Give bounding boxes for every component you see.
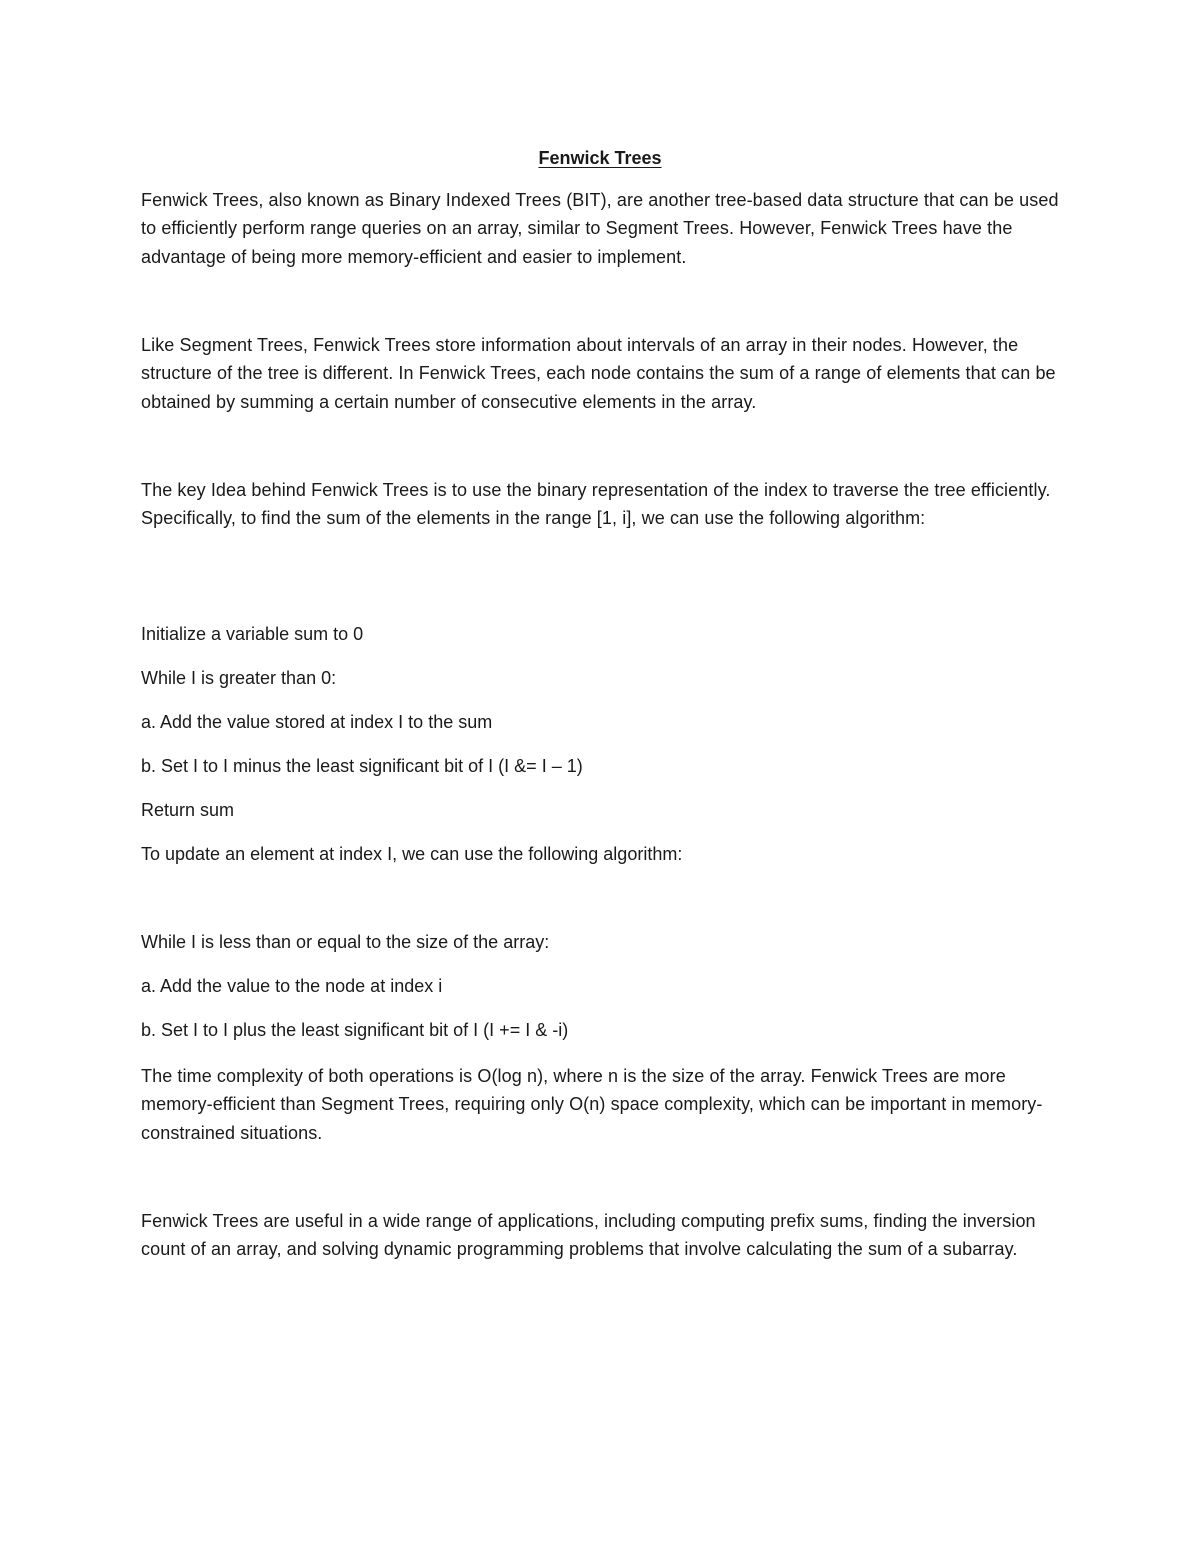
complexity-paragraph: The time complexity of both operations is O(log n), where n is the size of the array. Fenwick Trees are more memory-efficient than Segment Trees, requiring only O(n) space complexity, which can be important in memory-constrained situations. xyxy=(141,1066,1043,1143)
structure-paragraph: Like Segment Trees, Fenwick Trees store information about intervals of an array in their nodes. However, the structure of the tree is different. In Fenwick Trees, each node contains the sum of a range of elements that can be obtained by summing a certain number of consecutive elements in the array. xyxy=(141,335,1056,412)
query-step: Initialize a variable sum to 0 xyxy=(141,624,364,644)
update-intro: To update an element at index I, we can use the following algorithm: xyxy=(141,844,683,864)
query-step: Return sum xyxy=(141,800,235,820)
applications-paragraph: Fenwick Trees are useful in a wide range of applications, including computing prefix sums, finding the inversion count of an array, and solving dynamic programming problems that involve calculating the sum of a subarray. xyxy=(141,1211,1036,1260)
update-step: While I is less than or equal to the size of the array: xyxy=(141,932,550,952)
query-step: b. Set I to I minus the least significant bit of I (I &= I – 1) xyxy=(141,756,583,776)
intro-paragraph: Fenwick Trees, also known as Binary Indexed Trees (BIT), are another tree-based data structure that can be used to efficiently perform range queries on an array, similar to Segment Trees. However, Fenwick Trees have the advantage of being more memory-efficient and easier to implement. xyxy=(141,190,1059,267)
query-step: a. Add the value stored at index I to the sum xyxy=(141,712,493,732)
update-step: a. Add the value to the node at index i xyxy=(141,976,443,996)
document-title: Fenwick Trees xyxy=(538,148,662,168)
update-step: b. Set I to I plus the least significant bit of I (I += I & -i) xyxy=(141,1020,569,1040)
key-idea-paragraph: The key Idea behind Fenwick Trees is to use the binary representation of the index to traverse the tree efficiently. Specifically, to find the sum of the elements in the range [1, i], we can use the following algorithm: xyxy=(141,480,1051,529)
query-step: While I is greater than 0: xyxy=(141,668,337,688)
